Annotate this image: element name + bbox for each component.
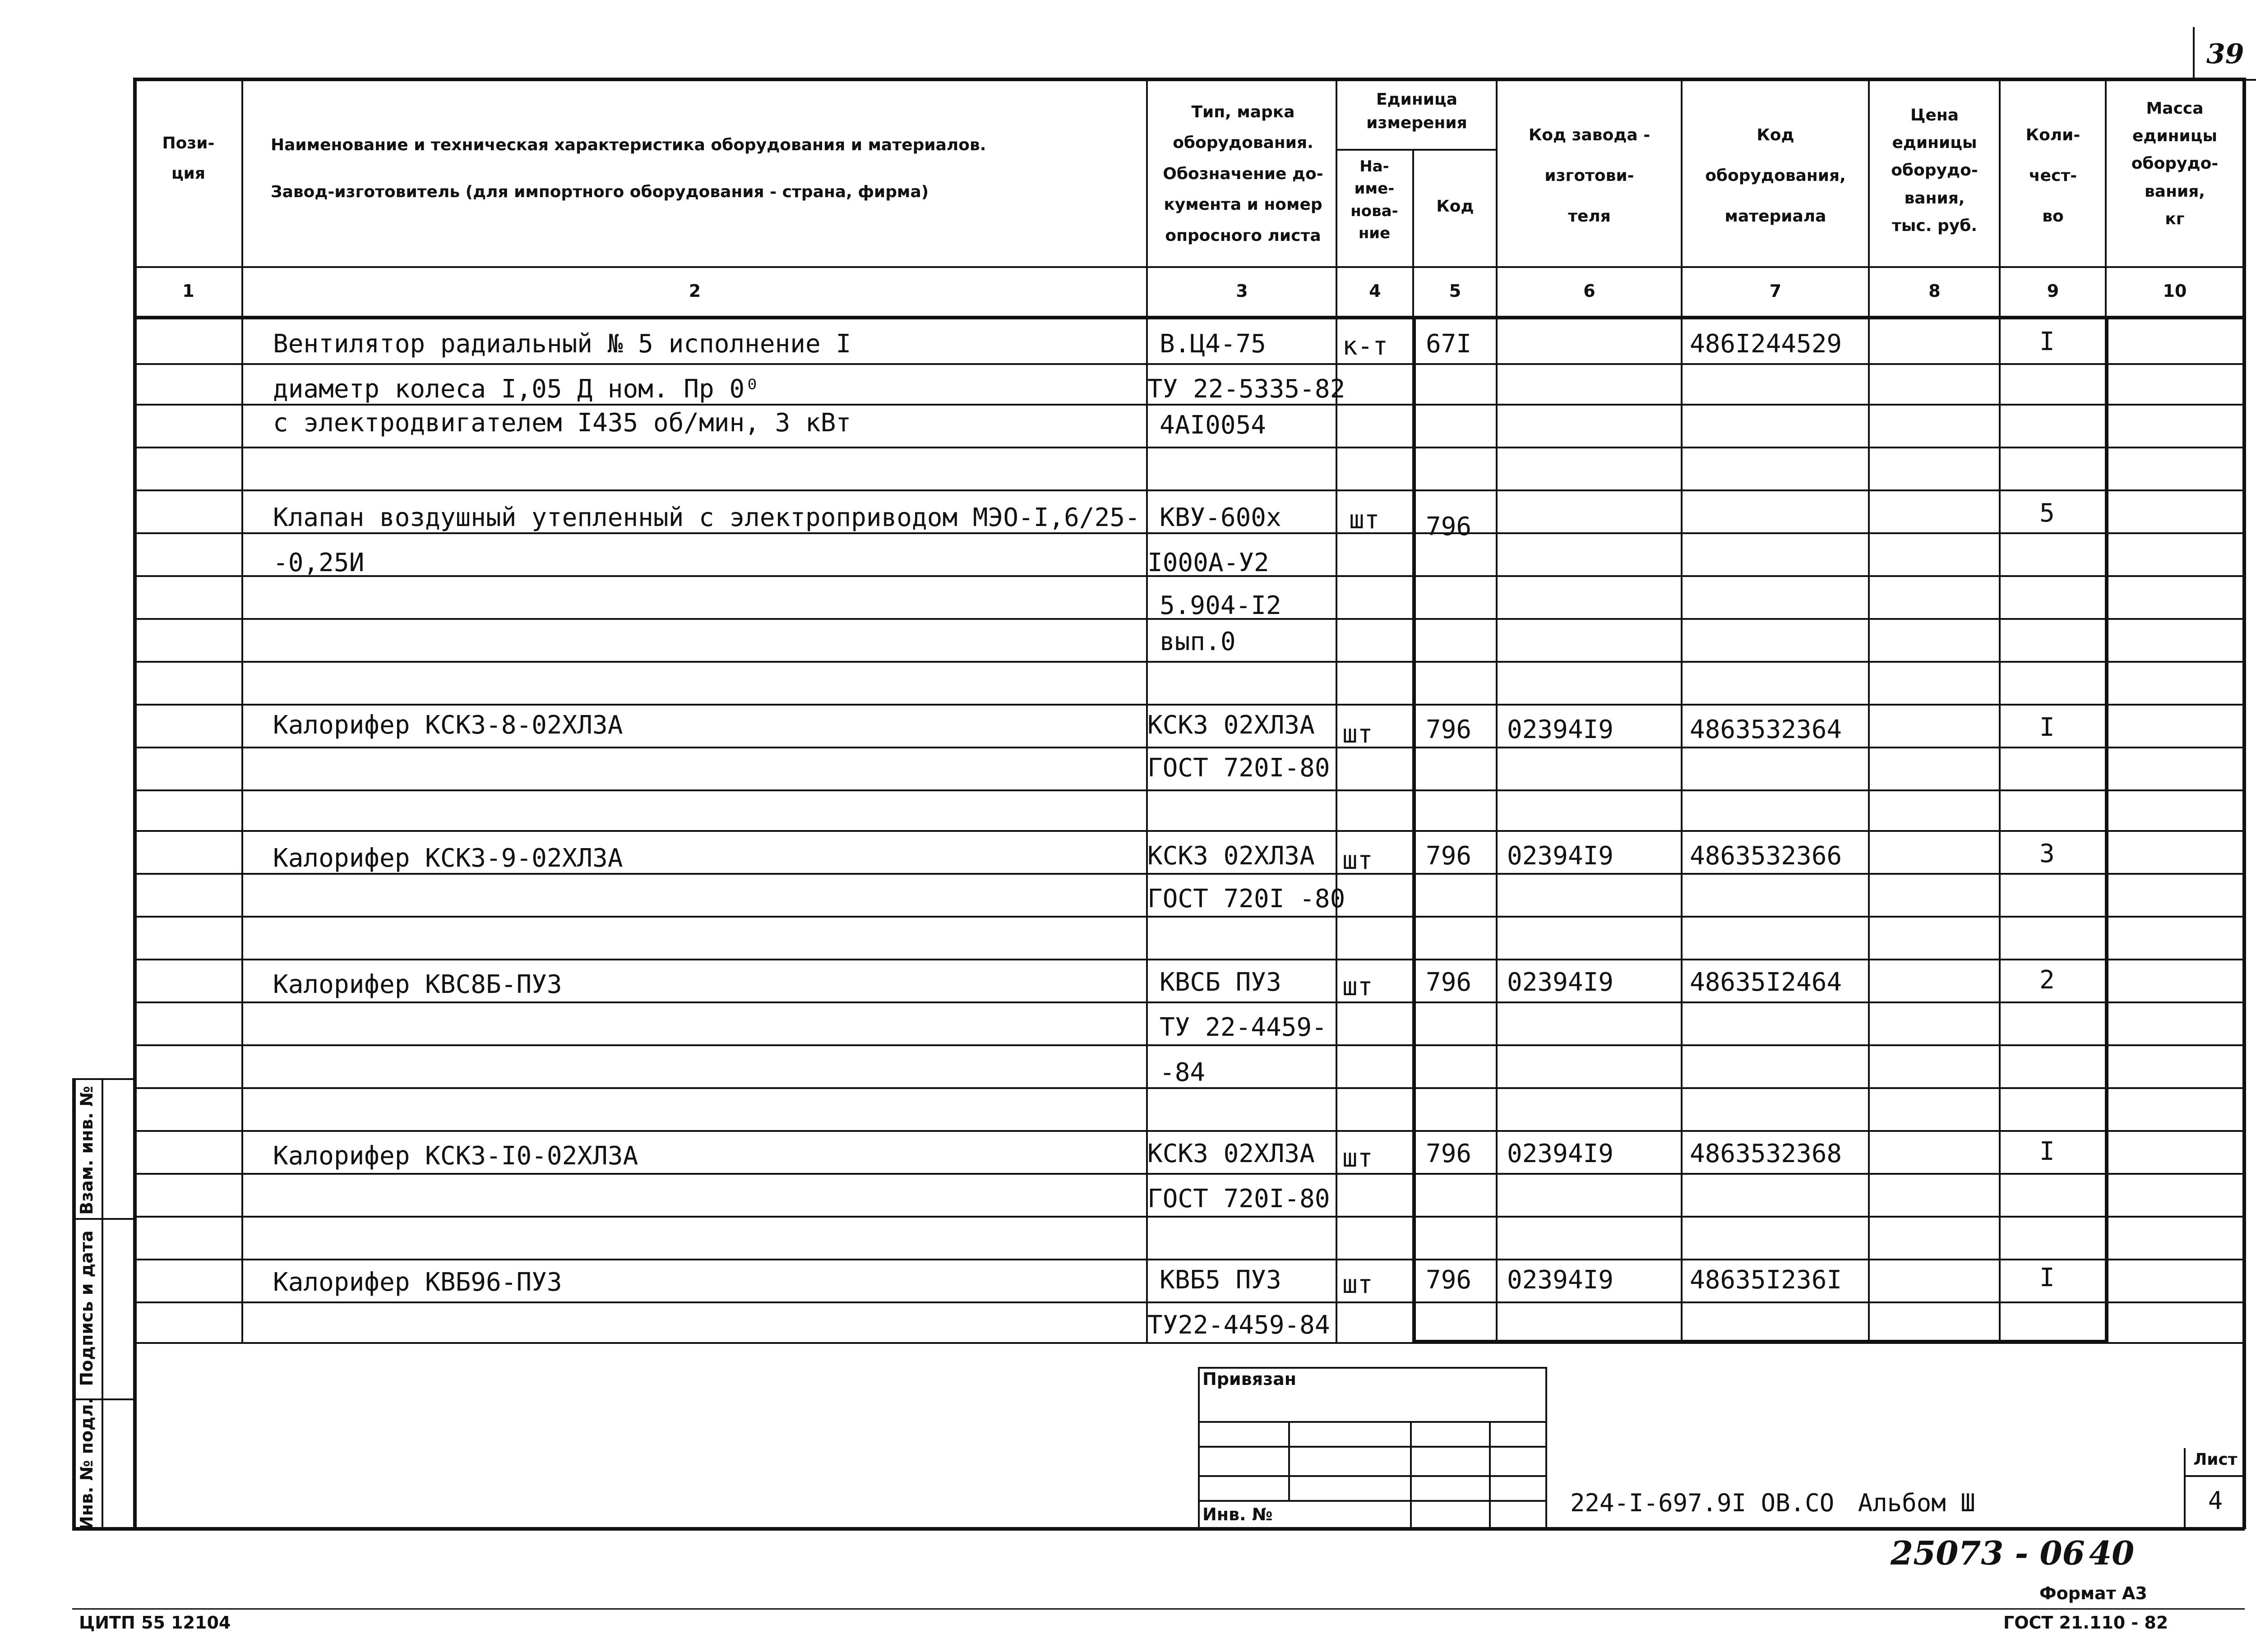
body-frame-right [2105, 316, 2108, 1343]
row-line [133, 873, 2242, 875]
item-unit: шт [1342, 846, 1373, 875]
item-quantity: I [2039, 1263, 2055, 1292]
item-equip-code: 48635I236I [1690, 1265, 1842, 1295]
item-unit: шт [1342, 972, 1373, 1001]
row-line [133, 1216, 2242, 1218]
item-unit-code: 67I [1426, 329, 1472, 359]
item-quantity: 2 [2039, 965, 2055, 995]
signature-date-label: Подпись и дата [77, 1230, 97, 1386]
row-line [133, 1342, 2242, 1344]
row-line [133, 747, 2242, 748]
col-divider-7 [1868, 78, 1870, 1343]
stamp-line [1198, 1421, 1545, 1423]
item-plant-code: 02394I9 [1507, 1265, 1614, 1295]
item-type: ГОСТ 720I-80 [1147, 753, 1330, 783]
header-equip-code: Код оборудования, материала [1705, 126, 1846, 226]
standard-label: ГОСТ 21.110 - 82 [2003, 1613, 2168, 1633]
item-type: В.Ц4-75 [1160, 329, 1267, 359]
side-strip-line [72, 1218, 133, 1220]
item-name: Калорифер КСК3-I0-02ХЛ3А [273, 1141, 638, 1171]
item-name: Калорифер КСК3-8-02ХЛ3А [273, 711, 623, 740]
column-number: 3 [1236, 281, 1248, 301]
col-divider-1 [241, 78, 243, 1343]
publisher-label: ЦИТП 55 12104 [79, 1613, 231, 1633]
item-type: ГОСТ 720I-80 [1147, 1184, 1330, 1214]
row-line [133, 1173, 2242, 1175]
item-equip-code: 48635I2464 [1690, 968, 1842, 997]
stamp-divider [1410, 1421, 1412, 1527]
item-equip-code: 4863532364 [1690, 715, 1842, 744]
column-number: 6 [1583, 281, 1595, 301]
item-type: ГОСТ 720I -80 [1147, 884, 1345, 914]
row-line [133, 1087, 2242, 1089]
row-line [133, 363, 2242, 365]
item-name: -0,25И [273, 548, 365, 577]
column-number: 4 [1369, 281, 1381, 301]
item-unit-code: 796 [1426, 968, 1472, 997]
item-unit-code: 796 [1426, 512, 1472, 541]
header-unit-group: Единица измерения [1366, 90, 1467, 133]
item-type: КВСБ ПУ3 [1160, 968, 1281, 997]
header-plant-code: Код завода - изготови- теля [1528, 126, 1650, 226]
item-type: вып.0 [1160, 627, 1236, 656]
col-divider-8 [1999, 78, 2001, 1343]
item-type: ТУ22-4459-84 [1147, 1311, 1330, 1340]
col-divider-4-header [1412, 149, 1414, 318]
item-name: Калорифер КВС8Б-ПУ3 [273, 970, 562, 999]
attached-label: Привязан [1202, 1369, 1297, 1389]
item-type: КСК3 02ХЛ3А [1147, 841, 1315, 871]
item-unit-code: 796 [1426, 1265, 1472, 1295]
column-number: 8 [1928, 281, 1941, 301]
column-number: 7 [1769, 281, 1782, 301]
column-number: 1 [182, 281, 194, 301]
item-name: диаметр колеса I,05 Д ном. Пр 0⁰ [273, 374, 760, 404]
item-type: 5.904-I2 [1160, 591, 1281, 620]
item-quantity: I [2039, 327, 2055, 356]
album-label: Альбом Ш [1858, 1489, 1975, 1517]
item-name: Калорифер КВБ96-ПУ3 [273, 1268, 562, 1297]
format-label: Формат А3 [2039, 1583, 2147, 1603]
row-line [133, 1259, 2242, 1260]
item-name: Вентилятор радиальный № 5 исполнение I [273, 329, 851, 359]
table-right-border [2242, 78, 2246, 1529]
col-divider-6 [1681, 78, 1683, 1343]
row-line [133, 404, 2242, 406]
stamp-right [1545, 1367, 1547, 1527]
header-mass: Масса единицы оборудо- вания, кг [2131, 99, 2219, 228]
row-line [133, 916, 2242, 918]
header-unit-code: Код [1436, 197, 1474, 216]
unit-group-divider [1336, 149, 1496, 151]
item-quantity: 5 [2039, 498, 2055, 528]
sheet-box-divider [2184, 1475, 2245, 1477]
row-line [133, 1001, 2242, 1003]
inv-orig-label: Инв. № подл. [77, 1397, 97, 1531]
item-unit-code: 796 [1426, 715, 1472, 744]
item-type: -84 [1160, 1058, 1206, 1087]
page-number: 39 [2206, 38, 2244, 70]
item-equip-code: 4863532366 [1690, 841, 1842, 871]
item-equip-code: 486I244529 [1690, 329, 1842, 359]
item-quantity: I [2039, 713, 2055, 742]
column-number: 10 [2163, 281, 2187, 301]
row-line [133, 959, 2242, 960]
item-name: Клапан воздушный утепленный с электроприводом МЭО-I,6/25- [273, 503, 1140, 532]
row-line [133, 661, 2242, 663]
item-unit: к-т [1342, 332, 1388, 361]
item-type: КСК3 02ХЛ3А [1147, 1139, 1315, 1168]
row-line [133, 830, 2242, 832]
item-name: с электродвигателем I435 об/мин, 3 кВт [273, 408, 851, 438]
document-code [1570, 1489, 1975, 1517]
row-line [133, 532, 2242, 534]
row-line [133, 1044, 2242, 1046]
header-type: Тип, марка оборудования. Обозначение до- кумента и номер опросного листа [1163, 103, 1323, 245]
table-bottom-border [72, 1527, 2245, 1531]
column-number: 5 [1449, 281, 1461, 301]
sheet-box-left [2184, 1448, 2186, 1529]
col-divider-5 [1496, 78, 1498, 1343]
row-line [133, 1301, 2242, 1303]
item-quantity: I [2039, 1137, 2055, 1166]
item-unit: шт [1342, 720, 1373, 749]
inv-label: Инв. № [1202, 1504, 1273, 1524]
side-strip-top [72, 1078, 133, 1080]
item-unit: шт [1342, 1270, 1373, 1299]
sheet-label: Лист [2193, 1450, 2238, 1469]
item-quantity: 3 [2039, 839, 2055, 868]
item-unit-code: 796 [1426, 841, 1472, 871]
item-name: Калорифер КСК3-9-02ХЛ3А [273, 844, 623, 873]
item-plant-code: 02394I9 [1507, 841, 1614, 871]
stamp-divider [1489, 1421, 1491, 1527]
stamp-divider [1288, 1421, 1290, 1500]
column-number: 9 [2047, 281, 2059, 301]
replace-inv-label: Взам. инв. № [77, 1086, 97, 1215]
item-unit: шт [1349, 505, 1380, 535]
header-price: Цена единицы оборудо- вания, тыс. руб. [1891, 106, 1978, 235]
sheet-number: 4 [2208, 1486, 2223, 1515]
column-number: 2 [689, 281, 701, 301]
item-unit-code: 796 [1426, 1139, 1472, 1168]
header-position: Пози- ция [162, 134, 215, 183]
stamp-line [1198, 1446, 1545, 1448]
item-type: ТУ 22-5335-82 [1147, 374, 1345, 404]
item-type: КВУ-600х [1160, 503, 1281, 532]
header-bottom-line [133, 266, 2242, 268]
item-type: КСК3 02ХЛ3А [1147, 711, 1315, 740]
item-type: КВБ5 ПУ3 [1160, 1265, 1281, 1295]
row-line [133, 704, 2242, 706]
handwritten-page: 40 [2089, 1534, 2135, 1572]
item-equip-code: 4863532368 [1690, 1139, 1842, 1168]
footer-line [72, 1608, 2245, 1610]
side-strip-divider [102, 1078, 103, 1529]
table-top-border [133, 78, 2242, 81]
col-divider-4 [1412, 316, 1416, 1343]
item-plant-code: 02394I9 [1507, 968, 1614, 997]
header-quantity: Коли- чест- во [2025, 126, 2080, 226]
row-line [133, 447, 2242, 448]
item-type: I000А-У2 [1147, 548, 1269, 577]
row-line [133, 489, 2242, 491]
doc-code-number: 224-I-697.9I [1570, 1489, 1747, 1517]
header-unit-name: На- име- нова- ние [1350, 157, 1398, 242]
item-plant-code: 02394I9 [1507, 1139, 1614, 1168]
row-line [133, 789, 2242, 791]
row-line [133, 1130, 2242, 1132]
page-number-box-left [2193, 27, 2195, 79]
doc-code-suffix: ОВ.СО [1761, 1489, 1835, 1517]
stamp-top [1198, 1367, 1545, 1369]
item-type: 4АI0054 [1160, 411, 1267, 440]
item-plant-code: 02394I9 [1507, 715, 1614, 744]
item-type: ТУ 22-4459- [1160, 1013, 1327, 1042]
header-name: Наименование и техническая характеристика оборудования и материалов. Завод-изготовитель (для импортного оборудования - страна, фирма) [271, 136, 986, 202]
stamp-line [1198, 1475, 1545, 1477]
handwritten-archive-number: 25073 - 06 [1891, 1534, 2085, 1572]
col-divider-3 [1336, 78, 1337, 1343]
item-unit: шт [1342, 1144, 1373, 1173]
stamp-line [1198, 1500, 1545, 1502]
colnum-bottom-line [133, 316, 2242, 319]
